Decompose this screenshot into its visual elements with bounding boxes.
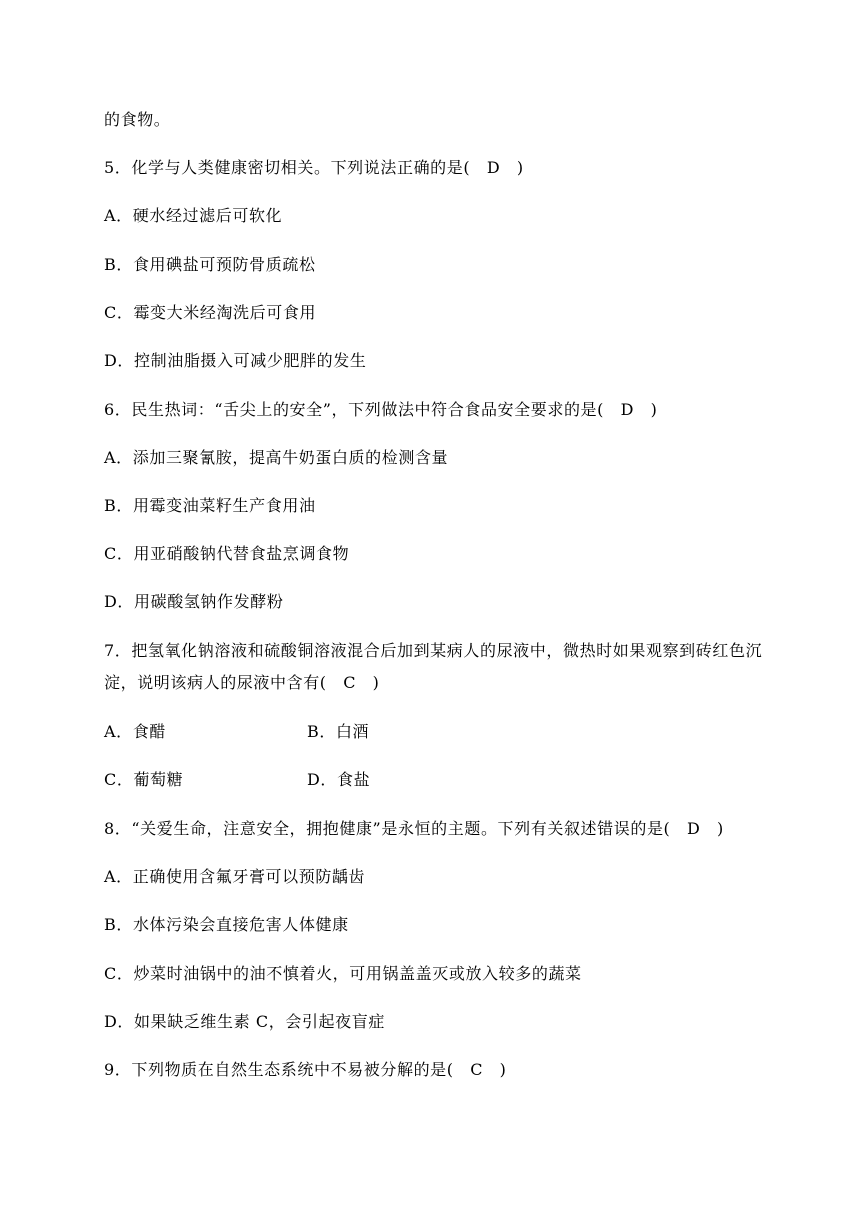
question-5-option-a: A．硬水经过滤后可软化: [104, 206, 283, 225]
question-6-option-d: D．用碳酸氢钠作发酵粉: [104, 592, 284, 611]
question-5-option-b: B．食用碘盐可预防骨质疏松: [104, 255, 316, 274]
question-7-option-a: A．食醋: [104, 722, 166, 741]
question-8: 8．“关爱生命，注意安全，拥抱健康”是永恒的主题。下列有关叙述错误的是( D ): [104, 819, 724, 838]
question-7-option-b: B．白酒: [307, 722, 370, 741]
question-5: 5．化学与人类健康密切相关。下列说法正确的是( D ): [104, 158, 524, 177]
question-8-option-b: B．水体污染会直接危害人体健康: [104, 915, 349, 934]
question-7-option-d: D．食盐: [307, 770, 371, 789]
question-8-option-d: D．如果缺乏维生素 C，会引起夜盲症: [104, 1012, 385, 1031]
question-6-option-b: B．用霉变油菜籽生产食用油: [104, 496, 316, 515]
question-9: 9．下列物质在自然生态系统中不易被分解的是( C ): [104, 1060, 507, 1079]
question-6-option-a: A．添加三聚氰胺，提高牛奶蛋白质的检测含量: [104, 448, 449, 467]
question-8-option-c: C．炒菜时油锅中的油不慎着火，可用锅盖盖灭或放入较多的蔬菜: [104, 964, 582, 983]
question-7: 7．把氢氧化钠溶液和硫酸铜溶液混合后加到某病人的尿液中，微热时如果观察到砖红色沉淀，说明该病人的尿液中含有( C ): [104, 641, 763, 692]
question-6-option-c: C．用亚硝酸钠代替食盐烹调食物: [104, 544, 350, 563]
continued-text: 的食物。: [104, 110, 171, 129]
question-5-option-d: D．控制油脂摄入可减少肥胖的发生: [104, 351, 367, 370]
question-7-option-c: C．葡萄糖: [104, 770, 184, 789]
question-5-option-c: C．霉变大米经淘洗后可食用: [104, 303, 317, 322]
question-8-option-a: A．正确使用含氟牙膏可以预防龋齿: [104, 867, 366, 886]
question-6: 6．民生热词：“舌尖上的安全”，下列做法中符合食品安全要求的是( D ): [104, 400, 658, 419]
